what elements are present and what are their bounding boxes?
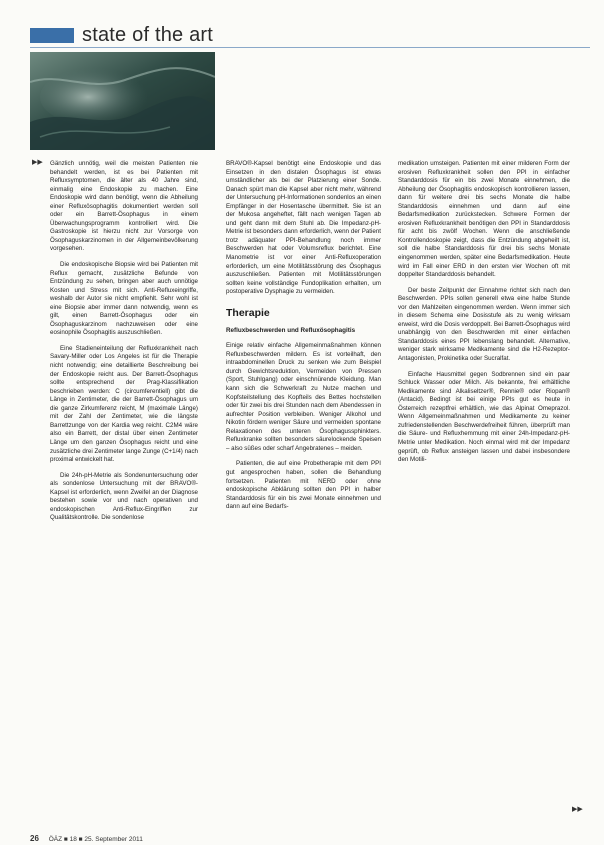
text-column-1 [50,160,198,820]
section-title: state of the art [82,24,214,46]
paragraph: Einige relativ einfache Allgemeinmaßnahmen können Refluxbeschwerden mildern. Es ist vorteilhaft, den intraabdominellen Druck zu senken wie zum Beispiel durch Gewichtsreduktion, Vermeiden von Pressen (Sport, Stuhlgang) oder einschnürende Kleidung. Man kann sich die Schwerkraft zu Nutze machen und Kopfsteilstellung des Kopfteils des Bettes hochstellen oder für zwei bis drei Stunden nach dem Abendessen in aufrechter Position verbleiben. Weniger Alkohol und Nikotin fördern weniger Säure und vermeiden spontane Relaxationen des unteren Ösophagussphinkters. Refluxkranke sollten besonders säurelockende Speisen – also süßes oder scharf Angebratenes – meiden. [226,342,381,452]
continue-arrow-icon: ▶▶ [32,159,43,166]
therapy-heading: Therapie [226,306,270,319]
paragraph: Patienten, die auf eine Probetherapie mit dem PPI gut angesprochen haben, sollen die Behandlung fortsetzen. Patienten mit NERD oder ohne endoskopische Abklärung sollten den PPI in halber Standarddosis für ein bis zwei Monate einnehmen und dann auf eine Bedarfs- [226,460,381,511]
page-number: 26 [30,834,39,843]
continue-arrow-icon: ▶▶ [572,806,583,813]
paragraph: medikation umsteigen. Patienten mit einer milderen Form der erosiven Refluxkrankheit sollen den PPI in einfacher Standarddosis für ein bis zwei Monate einnehmen, die Abheilung der Ösophagitis endoskopisch kontrollieren lassen, dann für weitere drei bis sechs Monate die halbe Standarddosis einnehmen und dann auf eine Bedarfsmedikation zurückstecken. Schwere Formen der erosiven Refluxkrankheit benötigen den PPI in Standarddosis für acht bis zwölf Wochen. Wenn die anschließende Kontrollendoskopie zeigt, dass die Entzündung abgeheilt ist, soll die halbe Standarddosis für drei bis sechs Monate eingenommen werden, später eine Bedarfsmedikation. Heute wird im Fall einer ERD in den ersten vier Wochen oft mit doppelter Standarddosis behandelt. [398,160,570,279]
text-column-2 [226,160,381,820]
text-column-3 [398,160,570,820]
paragraph: Die 24h-pH-Metrie als Sondenuntersuchung oder als sondenlose Untersuchung mit der BRAVO®-Kapsel ist erforderlich, wenn Zweifel an der Diagnose bestehen sowie vor und nach operativen und endoskopischen Anti-Reflux-Eingriffen zur Qualitätskontrolle. Die sondenlose [50,471,198,522]
paragraph: Die endoskopische Biopsie wird bei Patienten mit Reflux gemacht, zusätzliche Befunde von Entzündung zu sehen, bringen aber auch unnötige Kosten und Stress mit sich. Anti-Refluxeingriffe, weshalb der Autor sie nicht empfiehlt. Sehr wohl ist eine Biopsie aber immer dann notwendig, wenn es gilt, einen Barrett-Ösophagus oder ein Ösophaguskarzinom nachzuweisen oder eine eosinophile Ösophagitis auszuschließen. [50,261,198,337]
paragraph: Eine Stadieneinteilung der Refluxkrankheit nach Savary-Miller oder Los Angeles ist für die Therapie nicht notwendig; eine detaillierte Beschreibung bei der Endoskopie reicht aus. Der Barrett-Ösophagus sollte entsprechend der Prag-Klassifikation beschrieben werden: C (circumferentiell) gibt die Länge in Zentimeter, die der Barrett-Ösophagus um die ganze Zirkumferenz reicht, M (maximale Länge) mit der Zahl der Zentimeter, wie die längste Barrettzunge von der Kardia weg reicht. C2M4 wäre also ein Barrett, der distal über einen Zentimeter Länge um den ganzen Ösophagus reicht und eine zusätzliche drei Zentimeter lange Zunge (C+1/4) nach proximal entwickelt hat. [50,344,198,464]
section-header [30,24,213,46]
paragraph: Einfache Hausmittel gegen Sodbrennen sind ein paar Schluck Wasser oder Milch. Als bekannte, frei erhältliche Medikamente sind Alkaliseltzer®, Rennie® oder Riopan® (Antacid). Bedingt ist bei einige PPIs gut es heute in Österreich rezeptfrei erhältlich, wie das Alpinat Omeprazol. Wenn Allgemeinmaßnahmen und Medikamente zu keiner zufriedenstellenden Beschwerdefreiheit führen, überprüft man die Säure- und Refluxhemmung mit einer 24h-Impedanz-pH-Metrie unter Medikation. Noch einmal wird mit der Impedanz geprüft, ob Reflux ansteigen lassen und dabei insbesondere den Motili- [398,370,570,464]
issue-info: ÖÄZ ■ 18 ■ 25. September 2011 [48,836,143,843]
page-footer [30,834,143,843]
therapy-subheading: Refluxbeschwerden und Refluxösophagitis [226,326,356,334]
endoscopy-photo [30,52,215,150]
paragraph: Der beste Zeitpunkt der Einnahme richtet sich nach den Beschwerden. PPIs sollen generell etwa eine halbe Stunde vor den Mahlzeiten eingenommen werden. Wenn immer sich in diesem Schema eine Dosisstufe als zu wenig wirksam erweist, wird die Dosis verdoppelt. Bei Barrett-Ösophagus wird unabhängig von den Beschwerden mit einer einfachen Standarddosis eines PPI lebenslang behandelt. Alternative, weniger stark wirksame Medikamente sind die H2-Rezeptor-Antagonisten, Prokinetika oder Sucralfat. [398,286,570,363]
header-accent-bar [30,28,74,43]
paragraph: Gänzlich unnötig, weil die meisten Patienten nie behandelt werden, ist es bei Patienten mit Refluxsymptomen, die älter als 40 Jahre sind, einmalig eine Endoskopie zu machen. Eine Endoskopie wird dann benötigt, wenn die Abheilung einer Refluxösophagitis dokumentiert werden soll oder ein Barrett-Ösophagus in einem Überwachungsprogramm kontrolliert wird. Die Gastroskopie ist hierzu nicht zur Vorsorge von Ösophaguskarzinomen in der Allgemeinbevölkerung vorgesehen. [50,160,198,253]
header-rule [30,47,590,48]
paragraph: BRAVO®-Kapsel benötigt eine Endoskopie und das Einsetzen in den distalen Ösophagus ist etwas umständlicher als bei der Platzierung einer Sonde. Danach spürt man die Kapsel aber nicht mehr, während der Untersuchung pH-Informationen sondenlos an einen Empfänger in der Hosentasche übermittelt. Sie ist an der Mukosa angeheftet, fällt nach wenigen Tagen ab und geht dann mit dem Stuhl ab. Die Impedanz-pH-Metrie ist besonders dann erforderlich, wenn der Patient trotz adäquater PPI-Behandlung noch immer Beschwerden hat oder Volumsreflux berichtet. Eine Manometrie ist vor einer Anti-Refluxoperation erforderlich, um eine Motilitätsstörung des Ösophagus auszuschließen. Patienten mit Motilitätsstörungen sollten keine vollständige Fundoplikation erhalten, um postoperative Dysphagie zu vermeiden. [226,160,381,296]
